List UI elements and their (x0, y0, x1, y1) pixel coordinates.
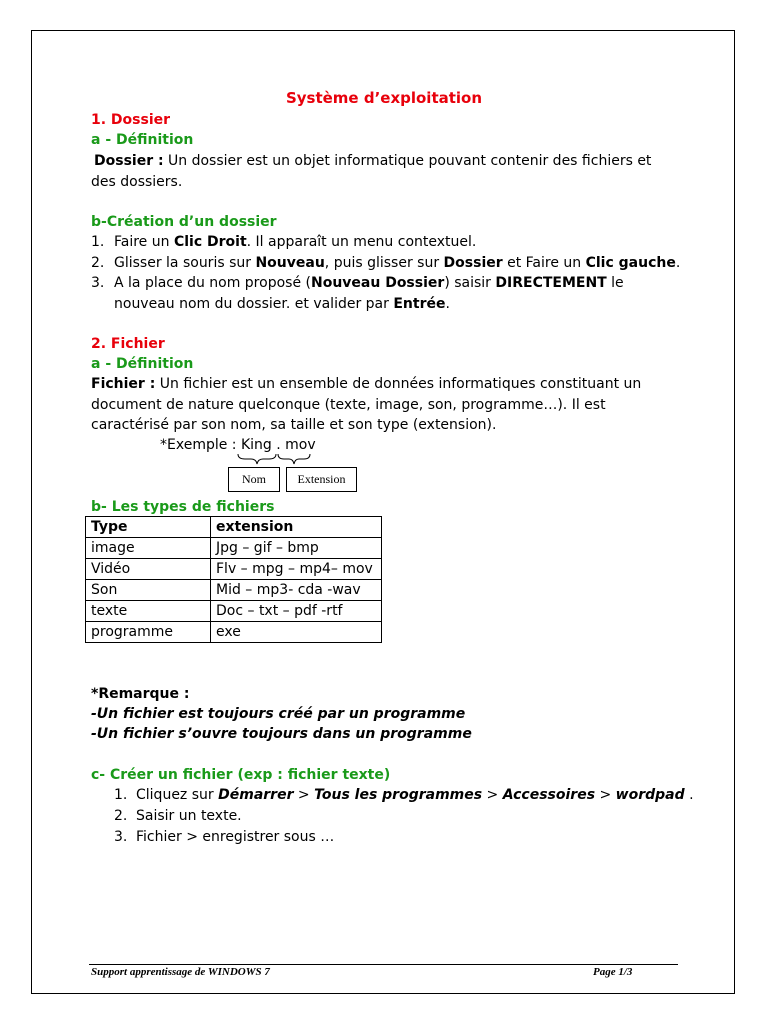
table-row (86, 601, 382, 622)
table-cell: Mid – mp3- cda -wav (211, 580, 382, 601)
section-2c-heading: c- Créer un fichier (exp : fichier texte) (91, 767, 391, 783)
dossier-step-1: 1. Faire un Clic Droit. Il apparaît un menu contextuel. (91, 234, 477, 250)
table-cell: programme (86, 622, 211, 643)
table-cell: texte (86, 601, 211, 622)
create-step-2: 2. Saisir un texte. (114, 808, 242, 824)
dossier-step-3-line2: nouveau nom du dossier. et valider par Entrée. (114, 296, 450, 312)
table-cell: Vidéo (86, 559, 211, 580)
example-braces (236, 453, 316, 467)
fichier-definition-line3: caractérisé par son nom, sa taille et son type (extension). (91, 417, 497, 433)
table-row (86, 622, 382, 643)
section-2a-heading: a - Définition (91, 356, 194, 372)
remark-heading: *Remarque : (91, 686, 190, 702)
section-1a-heading: a - Définition (91, 132, 194, 148)
table-row (86, 559, 382, 580)
table-header-cell: Type (86, 517, 211, 538)
section-2b-heading: b- Les types de fichiers (91, 499, 275, 515)
create-step-1: 1. Cliquez sur Démarrer > Tous les programmes > Accessoires > wordpad . (114, 787, 694, 803)
section-1b-heading: b-Création d’un dossier (91, 214, 277, 230)
file-types-table (85, 516, 382, 643)
dossier-definition-line2: des dossiers. (91, 174, 183, 190)
footer-page-number: Page 1/3 (593, 966, 633, 978)
footer-divider (89, 964, 678, 965)
table-cell: Doc – txt – pdf -rtf (211, 601, 382, 622)
create-step-3: 3. Fichier > enregistrer sous … (114, 829, 335, 845)
extension-box: Extension (286, 467, 357, 492)
footer-left-text: Support apprentissage de WINDOWS 7 (91, 966, 270, 978)
table-cell: Flv – mpg – mp4– mov (211, 559, 382, 580)
dossier-definition-line1: Dossier : Un dossier est un objet informatique pouvant contenir des fichiers et (94, 153, 652, 169)
name-box: Nom (228, 467, 280, 492)
table-cell: exe (211, 622, 382, 643)
page-title: Système d’exploitation (285, 89, 483, 107)
table-header-row (86, 517, 382, 538)
table-header-cell: extension (211, 517, 382, 538)
section-1-heading: 1. Dossier (91, 112, 171, 128)
dossier-step-2: 2. Glisser la souris sur Nouveau, puis glisser sur Dossier et Faire un Clic gauche. (91, 255, 681, 271)
dossier-step-3: 3. A la place du nom proposé (Nouveau Dossier) saisir DIRECTEMENT le (91, 275, 624, 291)
table-row (86, 538, 382, 559)
remark-line-1: -Un fichier est toujours créé par un programme (91, 706, 466, 722)
table-cell: Son (86, 580, 211, 601)
fichier-definition-line1: Fichier : Un fichier est un ensemble de données informatiques constituant un (91, 376, 642, 392)
table-cell: image (86, 538, 211, 559)
fichier-definition-line2: document de nature quelconque (texte, image, son, programme…). Il est (91, 397, 606, 413)
table-cell: Jpg – gif – bmp (211, 538, 382, 559)
example-line: *Exemple : King . mov (160, 437, 316, 453)
table-row (86, 580, 382, 601)
remark-line-2: -Un fichier s’ouvre toujours dans un programme (91, 726, 472, 742)
section-2-heading: 2. Fichier (91, 336, 165, 352)
